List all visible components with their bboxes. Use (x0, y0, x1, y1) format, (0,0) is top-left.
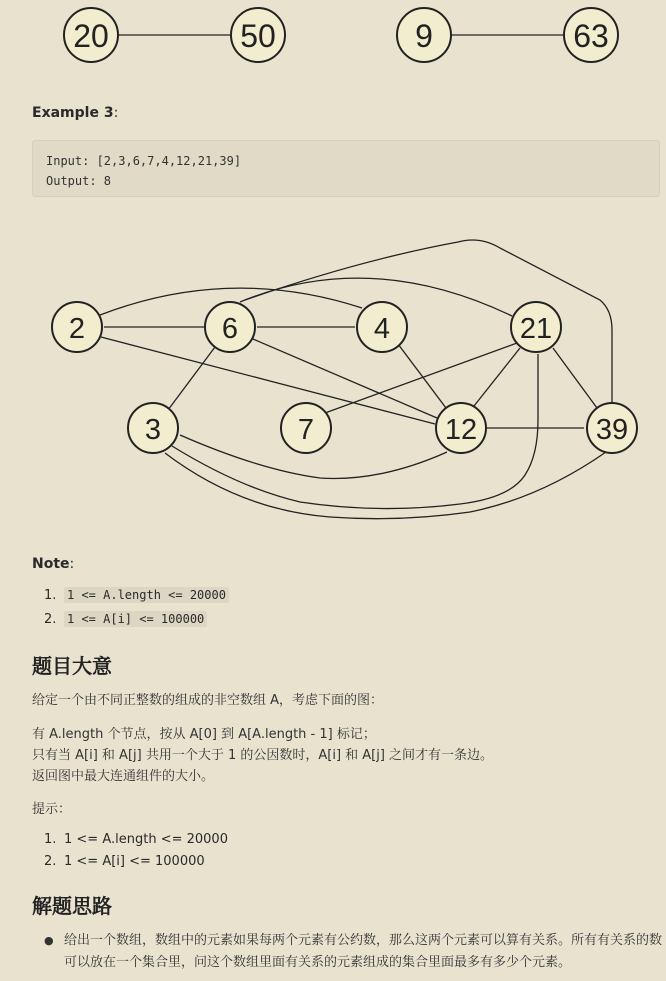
graph-node (205, 302, 255, 352)
graph-node (587, 403, 637, 453)
svg-text:20: 20 (73, 18, 109, 54)
inline-code: 1 <= A[i] <= 100000 (64, 611, 207, 627)
problem-line: 只有当 A[i] 和 A[j] 共用一个大于 1 的公因数时，A[i] 和 A[j] 之间才有一条边。 (32, 748, 494, 763)
problem-intro: 给定一个由不同正整数的组成的非空数组 A，考虑下面的图： (32, 693, 384, 708)
graph-node (52, 302, 102, 352)
example-3-code-block (32, 140, 660, 197)
graph-node (64, 8, 118, 62)
graph-node (397, 8, 451, 62)
svg-text:3: 3 (144, 414, 162, 446)
svg-text:7: 7 (297, 414, 315, 446)
problem-line: 有 A.length 个节点，按从 A[0] 到 A[A.length - 1] 标记； (32, 727, 376, 742)
example-3-graph (0, 230, 666, 530)
graph-node (436, 403, 486, 453)
svg-text:6: 6 (221, 313, 239, 345)
svg-text:2: 2 (68, 313, 86, 345)
note-item: 1. 1 <= A.length <= 20000 (44, 588, 229, 603)
svg-text:39: 39 (595, 414, 629, 446)
bullet-icon: ● (44, 934, 54, 947)
svg-text:50: 50 (240, 18, 276, 54)
graph-node (231, 8, 285, 62)
svg-text:9: 9 (415, 18, 433, 54)
note-heading: Note: (32, 556, 75, 572)
graph-node (357, 302, 407, 352)
section-heading-solution: 解题思路 (32, 894, 112, 918)
svg-text:12: 12 (444, 414, 478, 446)
svg-text:63: 63 (573, 18, 609, 54)
solution-text: 给出一个数组，数组中的元素如果每两个元素有公约数，那么这两个元素可以算有关系。所有有关系的数可以放在一个集合里，问这个数组里面有关系的元素组成的集合里面最多有多少个元素。 (64, 933, 663, 970)
note-item: 2. 1 <= A[i] <= 100000 (44, 612, 207, 627)
graph-node (511, 302, 561, 352)
problem-line: 返回图中最大连通组件的大小。 (32, 769, 215, 784)
graph-node (281, 403, 331, 453)
solution-bullet (44, 930, 664, 974)
section-heading-problem: 题目大意 (32, 654, 112, 678)
svg-text:4: 4 (373, 313, 391, 345)
inline-code: 1 <= A.length <= 20000 (64, 587, 229, 603)
hint-item: 2. 1 <= A[i] <= 100000 (44, 854, 205, 869)
example-3-heading: Example 3: (32, 105, 119, 121)
hint-label: 提示： (32, 802, 72, 817)
code-output-line: Output: 8 (46, 174, 112, 188)
code-input-line: Input: [2,3,6,7,4,12,21,39] (46, 154, 242, 168)
graph-node (128, 403, 178, 453)
svg-text:21: 21 (519, 313, 553, 345)
top-graph (0, 0, 666, 70)
hint-item: 1. 1 <= A.length <= 20000 (44, 832, 228, 847)
graph-node (564, 8, 618, 62)
